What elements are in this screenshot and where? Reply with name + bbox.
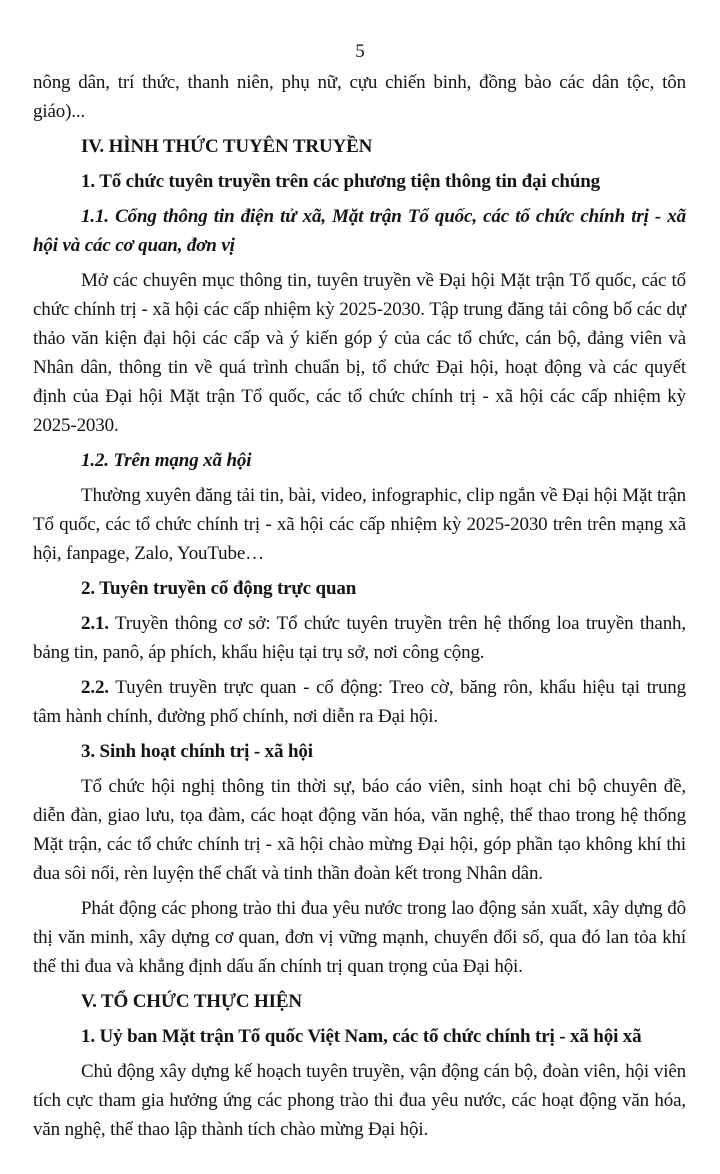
item-number-2-1: 2.1. <box>81 613 109 634</box>
section-heading-v: V. TỔ CHỨC THỰC HIỆN <box>81 991 302 1012</box>
paragraph-1-1: Mở các chuyên mục thông tin, tuyên truyền về Đại hội Mặt trận Tổ quốc, các tổ chức chính trị - xã hội các cấp nhiệm kỳ 2025-2030. Tập trung đăng tải công bố các dự thảo văn kiện đại hội các cấp và ý kiến góp ý của các tổ chức, cán bộ, đảng viên và Nhân dân, thông tin về quá trình chuẩn bị, tổ chức Đại hội, hoạt động và các quyết định của Đại hội Mặt trận Tổ quốc, các tổ chức chính trị - xã hội các cấp nhiệm kỳ 2025-2030. <box>33 270 686 436</box>
paragraph-v-1: Chủ động xây dựng kế hoạch tuyên truyền, vận động cán bộ, đoàn viên, hội viên tích cực tham gia hưởng ứng các phong trào thi đua yêu nước, các hoạt động văn hóa, văn nghệ, thể thao lập thành tích chào mừng Đại hội. <box>33 1061 686 1140</box>
subsection-heading-1: 1. Tổ chức tuyên truyền trên các phương tiện thông tin đại chúng <box>81 171 601 192</box>
paragraph-continuation: nông dân, trí thức, thanh niên, phụ nữ, cựu chiến binh, đồng bào các dân tộc, tôn giáo)... <box>33 72 686 122</box>
item-number-2-2: 2.2. <box>81 677 109 698</box>
subsection-heading-3: 3. Sinh hoạt chính trị - xã hội <box>81 741 313 762</box>
subsection-heading-v-1: 1. Uỷ ban Mặt trận Tổ quốc Việt Nam, các tổ chức chính trị - xã hội xã <box>81 1026 642 1047</box>
paragraph-1-2: Thường xuyên đăng tải tin, bài, video, infographic, clip ngắn về Đại hội Mặt trận Tổ quốc, các tổ chức chính trị - xã hội các cấp nhiệm kỳ 2025-2030 trên trên mạng xã hội, fanpage, Zalo, YouTube… <box>33 485 686 564</box>
paragraph-2-2 <box>33 673 686 731</box>
subsection-heading-2: 2. Tuyên truyền cổ động trực quan <box>81 578 357 599</box>
paragraph-3-a: Tổ chức hội nghị thông tin thời sự, báo cáo viên, sinh hoạt chi bộ chuyên đề, diễn đàn, giao lưu, tọa đàm, các hoạt động văn hóa, văn nghệ, thể thao trong hệ thống Mặt trận, các tổ chức chính trị - xã hội chào mừng Đại hội, góp phần tạo không khí thi đua sôi nổi, rèn luyện thể chất và tinh thần đoàn kết trong Nhân dân. <box>33 776 686 884</box>
paragraph-2-1 <box>33 609 686 667</box>
item-text-2-2: Tuyên truyền trực quan - cổ động: Treo cờ, băng rôn, khẩu hiệu tại trung tâm hành chính, đường phố chính, nơi diễn ra Đại hội. <box>33 677 686 727</box>
page-number: 5 <box>355 41 365 62</box>
subsection-heading-1-1: 1.1. Cổng thông tin điện tử xã, Mặt trận Tổ quốc, các tổ chức chính trị - xã hội và các cơ quan, đơn vị <box>33 206 686 256</box>
document-body <box>33 68 686 1144</box>
item-text-2-1: Truyền thông cơ sở: Tổ chức tuyên truyền trên hệ thống loa truyền thanh, bảng tin, panô, áp phích, khẩu hiệu tại trụ sở, nơi công cộng. <box>33 613 686 663</box>
subsection-heading-1-2: 1.2. Trên mạng xã hội <box>81 450 252 471</box>
section-heading-iv: IV. HÌNH THỨC TUYÊN TRUYỀN <box>81 136 373 157</box>
paragraph-3-b: Phát động các phong trào thi đua yêu nước trong lao động sản xuất, xây dựng đô thị văn minh, xây dựng cơ quan, đơn vị vững mạnh, chuyển đổi số, qua đó lan tỏa khí thế thi đua và khẳng định dấu ấn chính trị quan trọng của Đại hội. <box>33 898 686 977</box>
